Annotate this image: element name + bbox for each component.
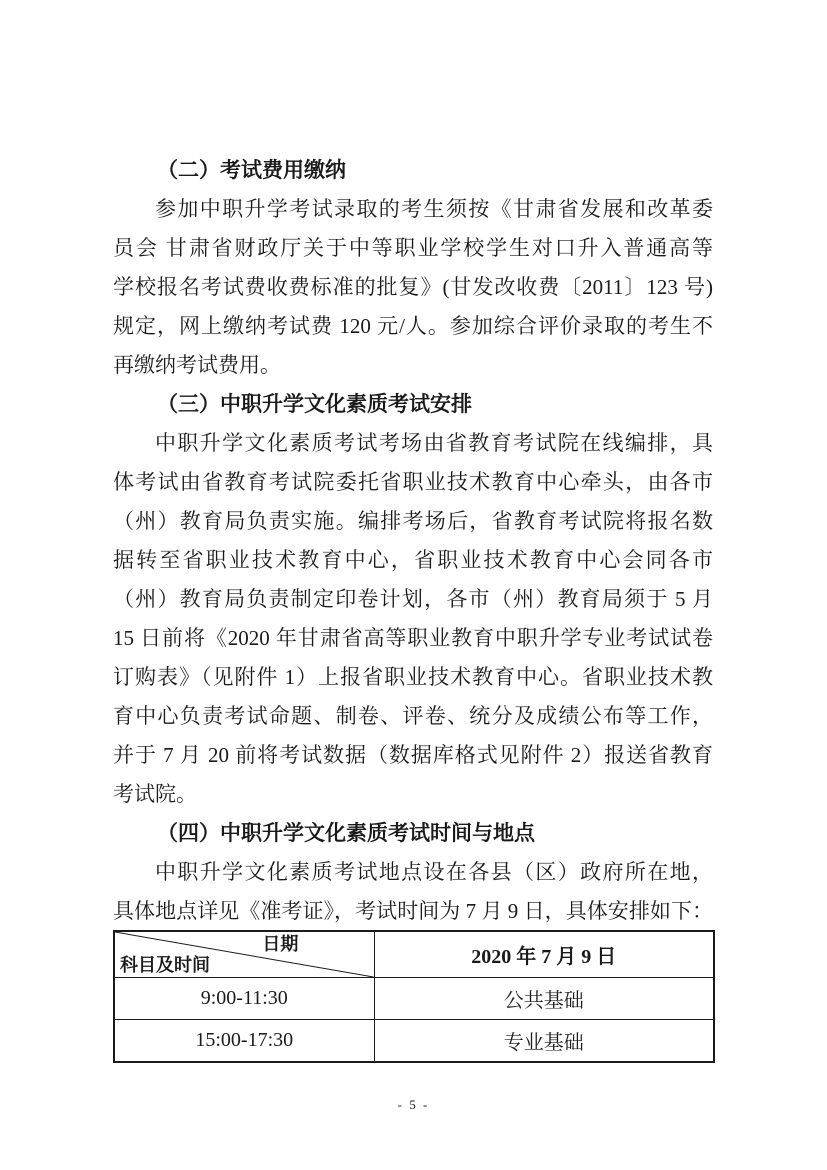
paragraph-line: 中职升学文化素质考试考场由省教育考试院在线编排，具 xyxy=(155,431,713,455)
paragraph-line: 并于 7 月 20 前将考试数据（数据库格式见附件 2）报送省教育 xyxy=(113,743,713,767)
paragraph-line: 考试院。 xyxy=(113,782,197,806)
section-heading-time-place: （四）中职升学文化素质考试时间与地点 xyxy=(157,821,535,845)
paragraph-line: 具体地点详见《准考证》，考试时间为 7 月 9 日，具体安排如下： xyxy=(113,899,713,923)
paragraph-line: （州）教育局负责制定印卷计划，各市（州）教育局须于 5 月 xyxy=(113,587,713,611)
date-header-cell: 2020 年 7 月 9 日 xyxy=(374,931,714,978)
page-number: - 5 - xyxy=(397,1097,430,1112)
time-cell-afternoon: 15:00-17:30 xyxy=(114,1020,374,1063)
table-row xyxy=(114,978,714,1020)
paragraph-line: 15 日前将《2020 年甘肃省高等职业教育中职升学专业考试试卷 xyxy=(113,626,713,650)
paragraph-line: 据转至省职业技术教育中心，省职业技术教育中心会同各市 xyxy=(113,548,713,572)
subject-cell-professional-basics: 专业基础 xyxy=(374,1020,714,1063)
paragraph-line: 员会 甘肃省财政厅关于中等职业学校学生对口升入普通高等 xyxy=(113,236,713,260)
paragraph-line: 规定，网上缴纳考试费 120 元/人。参加综合评价录取的考生不 xyxy=(113,314,713,338)
paragraph-line: 体考试由省教育考试院委托省职业技术教育中心牵头，由各市 xyxy=(113,470,713,494)
table-header-row xyxy=(114,931,714,978)
section-heading-fees: （二）考试费用缴纳 xyxy=(157,158,346,182)
paragraph-line: 育中心负责考试命题、制卷、评卷、统分及成绩公布等工作， xyxy=(113,704,713,728)
paragraph-line: 参加中职升学考试录取的考生须按《甘肃省发展和改革委 xyxy=(155,197,713,221)
paragraph-line: 学校报名考试费收费标准的批复》(甘发改收费〔2011〕123 号) xyxy=(113,275,713,299)
paragraph-line: 订购表》（见附件 1）上报省职业技术教育中心。省职业技术教 xyxy=(113,665,713,689)
paragraph-line: 再缴纳考试费用。 xyxy=(113,353,281,377)
subject-cell-public-basics: 公共基础 xyxy=(374,978,714,1020)
paragraph-line: （州）教育局负责实施。编排考场后，省教育考试院将报名数 xyxy=(113,509,713,533)
time-cell-morning: 9:00-11:30 xyxy=(114,978,374,1020)
document-body xyxy=(113,151,713,931)
diagonal-label-subject-time: 科目及时间 xyxy=(120,955,210,975)
diagonal-label-date: 日期 xyxy=(262,934,299,954)
section-heading-exam-arrangement: （三）中职升学文化素质考试安排 xyxy=(157,392,472,416)
paragraph-line: 中职升学文化素质考试地点设在各县（区）政府所在地， xyxy=(155,860,713,884)
exam-schedule-table xyxy=(113,930,715,1063)
diagonal-header-cell xyxy=(114,931,374,978)
table-row xyxy=(114,1020,714,1063)
